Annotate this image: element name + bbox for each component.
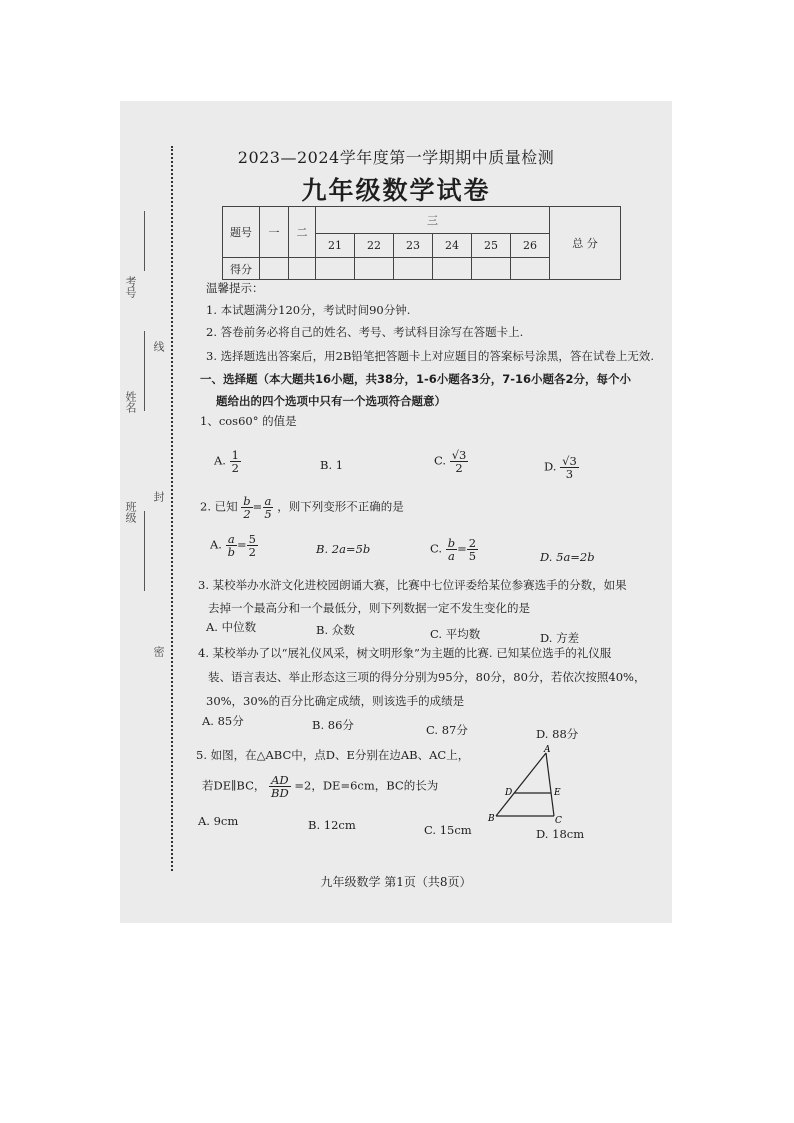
- vertex-b-label: B: [488, 814, 495, 824]
- section1-line2: 题给出的四个选项中只有一个选项符合题意）: [216, 394, 446, 408]
- q3-option-c: C. 平均数: [430, 627, 481, 641]
- score-header-er: 二: [289, 207, 316, 258]
- score-cell: [472, 258, 511, 280]
- q4-line2: 装、语言表达、举止形态这三项的得分分别为95分，80分，80分，若依次按照40%，: [208, 670, 646, 684]
- q4-option-c: C. 87分: [426, 723, 468, 737]
- page-footer: 九年级数学 第1页（共8页）: [320, 875, 472, 889]
- vertex-c-label: C: [555, 816, 562, 826]
- kaohao-label: 考号: [124, 276, 137, 298]
- q5-option-a: A. 9cm: [198, 814, 239, 828]
- q4-line3: 30%，30%的百分比确定成绩，则该选手的成绩是: [206, 694, 465, 708]
- kaohao-fill-line: [144, 211, 145, 271]
- q3-option-d: D. 方差: [540, 631, 580, 645]
- tips-heading: 温馨提示：: [206, 281, 264, 295]
- q2-option-c: C. $\frac{b}{a}$ = $\frac{2}{5}$: [430, 536, 477, 564]
- score-cell: [511, 258, 550, 280]
- q4-option-a: A. 85分: [202, 714, 244, 728]
- q2-option-a: A. $\frac{a}{b}$ = $\frac{5}{2}$: [210, 532, 256, 560]
- xian-label: 线: [152, 341, 165, 352]
- score-cell: [289, 258, 316, 280]
- q1-option-a: A. $\frac{1}{2}$: [214, 448, 239, 476]
- score-col-23: 23: [394, 234, 433, 258]
- q5-triangle-figure: [484, 741, 568, 833]
- feng-label: 封: [152, 491, 165, 502]
- q3-line1: 3. 某校举办水浒文化进校园朗诵大赛，比赛中七位评委给某位参赛选手的分数，如果: [198, 578, 627, 592]
- q5-option-b: B. 12cm: [308, 818, 356, 832]
- score-col-21: 21: [316, 234, 355, 258]
- xingming-label: 姓名: [124, 391, 137, 413]
- q1-stem: 1、cos60° 的值是: [200, 414, 297, 428]
- q5-option-c: C. 15cm: [424, 823, 472, 837]
- q1-option-c: C. $\frac{√3}{2}$: [434, 448, 467, 476]
- q4-line1: 4. 某校举办了以“展礼仪风采，树文明形象”为主题的比赛. 已知某位选手的礼仪服: [198, 646, 612, 660]
- q2-stem: 2. 已知 $\frac{b}{2}$ = $\frac{a}{5}$ ，则下列变形不正确的是: [200, 494, 404, 522]
- q5-condition: 若DE∥BC， $\frac{AD}{BD}$ =2，DE=6cm，BC的长为: [202, 773, 439, 801]
- tip-3: 3. 选择题选出答案后，用2B铅笔把答题卡上对应题目的答案标号涂黑，答在试卷上无效.: [206, 349, 655, 363]
- q1-option-d: D. $\frac{√3}{3}$: [544, 454, 577, 482]
- exam-page: [120, 101, 672, 923]
- q4-option-b: B. 86分: [312, 718, 354, 732]
- point-e-label: E: [554, 788, 561, 798]
- score-cell: [355, 258, 394, 280]
- banji-label: 班级: [124, 501, 137, 523]
- q2-option-b: B. 2a=5b: [316, 542, 371, 556]
- binding-dotted-line: [171, 146, 173, 871]
- score-row-defen: 得分: [223, 258, 260, 280]
- point-d-label: D: [505, 788, 513, 798]
- score-header-yi: 一: [260, 207, 289, 258]
- score-col-25: 25: [472, 234, 511, 258]
- exam-title-line1: 2023—2024学年度第一学期期中质量检测: [237, 148, 555, 167]
- q3-line2: 去掉一个最高分和一个最低分，则下列数据一定不发生变化的是: [208, 601, 530, 615]
- score-col-24: 24: [433, 234, 472, 258]
- score-col-26: 26: [511, 234, 550, 258]
- score-header-san: 三: [316, 207, 550, 234]
- score-cell: [394, 258, 433, 280]
- mi-label: 密: [152, 646, 165, 657]
- segment-ab: [496, 753, 546, 816]
- score-col-22: 22: [355, 234, 394, 258]
- section1-line1: 一、选择题（本大题共16小题，共38分，1-6小题各3分，7-16小题各2分，每个小: [200, 372, 632, 386]
- banji-fill-line: [144, 511, 145, 591]
- score-cell: [433, 258, 472, 280]
- q4-option-d: D. 88分: [536, 727, 579, 741]
- score-cell: [260, 258, 289, 280]
- segment-ac: [546, 753, 554, 816]
- tip-2: 2. 答卷前务必将自己的姓名、考号、考试科目涂写在答题卡上.: [206, 325, 524, 339]
- tip-1: 1. 本试题满分120分，考试时间90分钟.: [206, 303, 411, 317]
- q2-option-d: D. 5a=2b: [540, 550, 595, 564]
- score-table: [222, 206, 621, 280]
- exam-title-line2: 九年级数学试卷: [301, 176, 491, 205]
- q3-option-a: A. 中位数: [206, 620, 257, 634]
- q5-line1: 5. 如图，在△ABC中，点D、E分别在边AB、AC上，: [196, 748, 470, 762]
- score-cell: [316, 258, 355, 280]
- xingming-fill-line: [144, 331, 145, 411]
- score-header-tihao: 题号: [223, 207, 260, 258]
- score-header-total: 总 分: [550, 207, 621, 280]
- q1-option-b: B. 1: [320, 458, 344, 472]
- q5-option-d: D. 18cm: [536, 827, 585, 841]
- vertex-a-label: A: [544, 745, 551, 755]
- q3-option-b: B. 众数: [316, 623, 355, 637]
